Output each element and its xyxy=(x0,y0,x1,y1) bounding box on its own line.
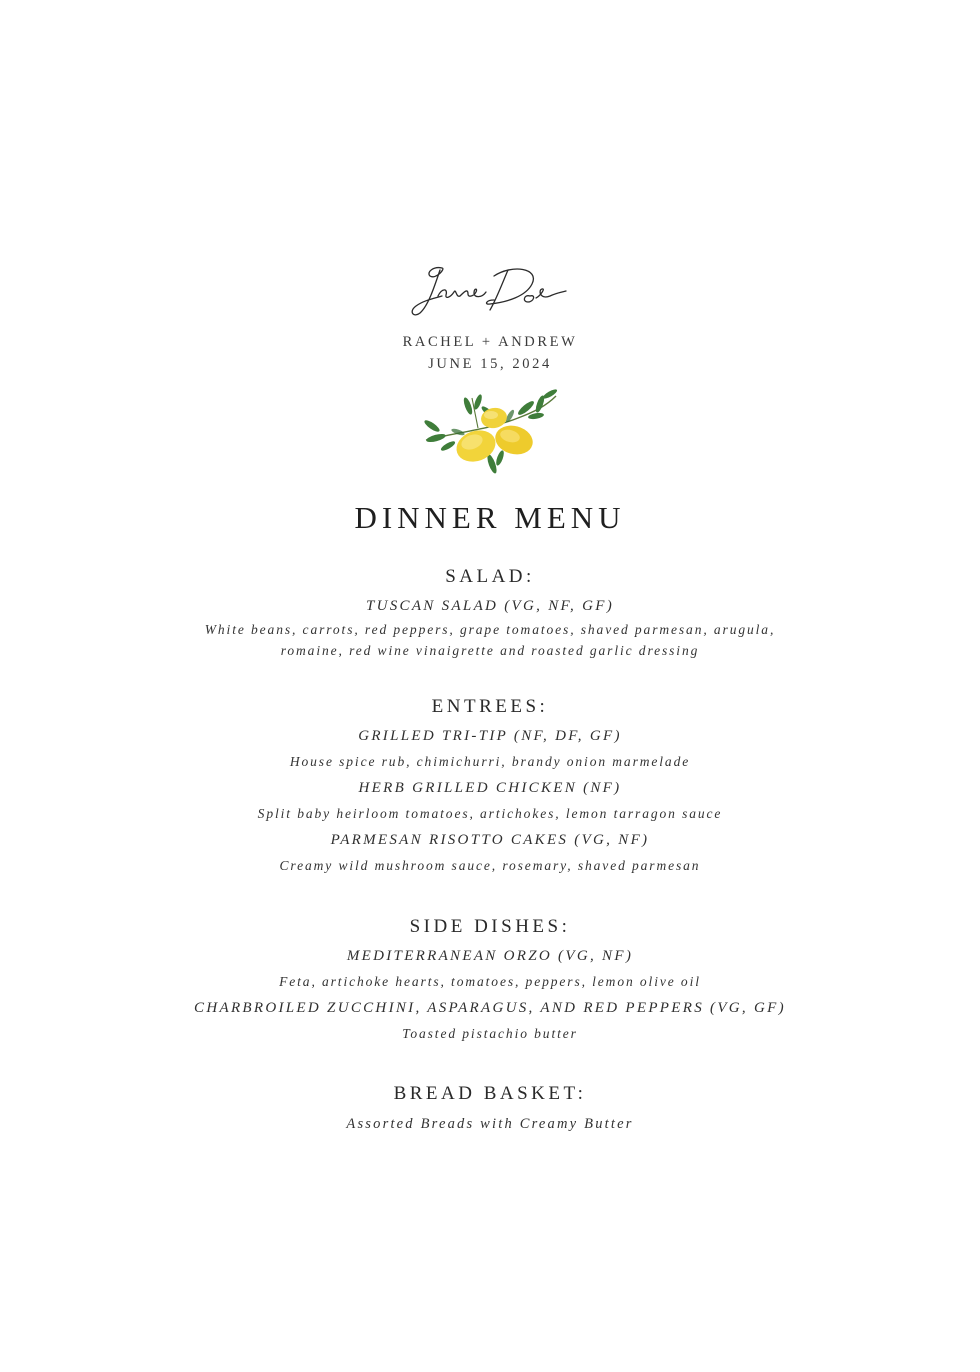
dish-grilled-tri-tip: GRILLED TRI-TIP (NF, DF, GF) xyxy=(358,728,622,744)
couple-names: RACHEL + ANDREW xyxy=(402,334,578,350)
dish-description: Toasted pistachio butter xyxy=(402,1026,578,1041)
dish-description: White beans, carrots, red peppers, grape tomatoes, shaved parmesan, arugula, xyxy=(204,622,776,637)
wedding-date: JUNE 15, 2024 xyxy=(428,356,552,372)
section-title-entrees: ENTREES: xyxy=(431,696,549,717)
dish-charbroiled-vegetables: CHARBROILED ZUCCHINI, ASPARAGUS, AND RED PEPPERS (VG, GF) xyxy=(194,1000,786,1016)
section-title-salad: SALAD: xyxy=(445,566,535,587)
dish-description: Assorted Breads with Creamy Butter xyxy=(346,1116,634,1132)
signature-logo xyxy=(390,258,590,328)
dish-description: Split baby heirloom tomatoes, artichokes, lemon tarragon sauce xyxy=(257,806,723,821)
dish-parmesan-risotto-cakes: PARMESAN RISOTTO CAKES (VG, NF) xyxy=(330,832,650,848)
section-title-bread-basket: BREAD BASKET: xyxy=(393,1083,587,1104)
dish-description: Feta, artichoke hearts, tomatoes, peppers, lemon olive oil xyxy=(279,974,701,989)
dish-tuscan-salad: TUSCAN SALAD (VG, NF, GF) xyxy=(365,598,615,614)
lemon-sprig-icon xyxy=(418,388,562,484)
dish-description: Creamy wild mushroom sauce, rosemary, shaved parmesan xyxy=(279,858,701,873)
dish-description: House spice rub, chimichurri, brandy onion marmelade xyxy=(289,754,691,769)
dish-herb-grilled-chicken: HERB GRILLED CHICKEN (NF) xyxy=(358,780,622,796)
dish-description: romaine, red wine vinaigrette and roasted garlic dressing xyxy=(280,643,700,658)
section-title-side-dishes: SIDE DISHES: xyxy=(409,916,571,937)
dish-mediterranean-orzo: MEDITERRANEAN ORZO (VG, NF) xyxy=(346,948,634,964)
menu-title: DINNER MENU xyxy=(354,500,626,535)
